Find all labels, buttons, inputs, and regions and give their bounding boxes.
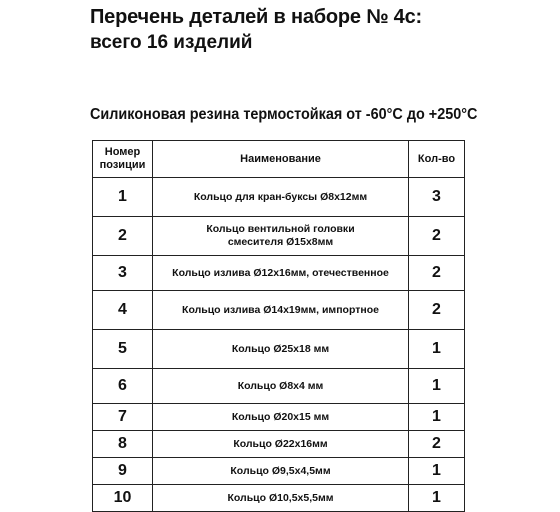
row-name-line1: Кольцо излива Ø12x16мм, отечественное [172, 266, 389, 279]
row-position: 8 [93, 431, 153, 458]
table-row [93, 431, 465, 458]
row-name [153, 404, 409, 431]
row-name [153, 217, 409, 256]
row-name-line1: Кольцо Ø8x4 мм [237, 379, 324, 392]
row-name [153, 256, 409, 291]
row-quantity: 1 [409, 330, 465, 369]
item-count: всего 16 изделий [90, 32, 253, 53]
row-name [153, 485, 409, 512]
row-name [153, 178, 409, 217]
table-row [93, 404, 465, 431]
row-position: 2 [93, 217, 153, 256]
row-position: 5 [93, 330, 153, 369]
row-name [153, 369, 409, 404]
row-name-line1: Кольцо Ø22x16мм [233, 437, 328, 450]
page-title: Перечень деталей в наборе № 4с: [90, 6, 422, 28]
column-header-position [93, 141, 153, 178]
row-position: 1 [93, 178, 153, 217]
row-name-line1: Кольцо Ø20x15 мм [231, 410, 330, 423]
row-position: 6 [93, 369, 153, 404]
row-quantity: 2 [409, 217, 465, 256]
table-row [93, 217, 465, 256]
row-quantity: 1 [409, 369, 465, 404]
row-name [153, 291, 409, 330]
row-name-line1: Кольцо Ø9,5x4,5мм [230, 464, 331, 477]
table-row [93, 458, 465, 485]
row-name [153, 330, 409, 369]
table-row [93, 485, 465, 512]
row-position: 7 [93, 404, 153, 431]
row-name-line1: Кольцо для кран-буксы Ø8x12мм [193, 190, 368, 203]
row-name-line1: Кольцо излива Ø14x19мм, импортное [182, 303, 379, 316]
parts-table [92, 140, 465, 512]
row-quantity: 2 [409, 431, 465, 458]
column-header-position-line1: Номер [104, 146, 141, 158]
row-quantity: 1 [409, 404, 465, 431]
table-row [93, 369, 465, 404]
table-row [93, 330, 465, 369]
material-description: Силиконовая резина термостойкая от -60°С до +250°С [90, 106, 478, 123]
table-row [93, 178, 465, 217]
row-position: 10 [93, 485, 153, 512]
row-quantity: 1 [409, 485, 465, 512]
row-quantity: 2 [409, 256, 465, 291]
row-name-line1: Кольцо Ø25x18 мм [231, 342, 330, 355]
table-row [93, 291, 465, 330]
row-position: 3 [93, 256, 153, 291]
row-position: 4 [93, 291, 153, 330]
column-header-position-line2: позиции [99, 159, 146, 171]
row-position: 9 [93, 458, 153, 485]
column-header-quantity: Кол-во [409, 141, 465, 178]
table-row [93, 256, 465, 291]
row-name [153, 431, 409, 458]
row-quantity: 1 [409, 458, 465, 485]
row-name-line2: смесителя Ø15x8мм [227, 236, 334, 248]
row-name-line1: Кольцо Ø10,5x5,5мм [227, 491, 334, 504]
row-quantity: 2 [409, 291, 465, 330]
row-name-line1: Кольцо вентильной головки [206, 223, 355, 235]
row-quantity: 3 [409, 178, 465, 217]
row-name [153, 458, 409, 485]
table-header-row [93, 141, 465, 178]
column-header-name: Наименование [153, 141, 409, 178]
